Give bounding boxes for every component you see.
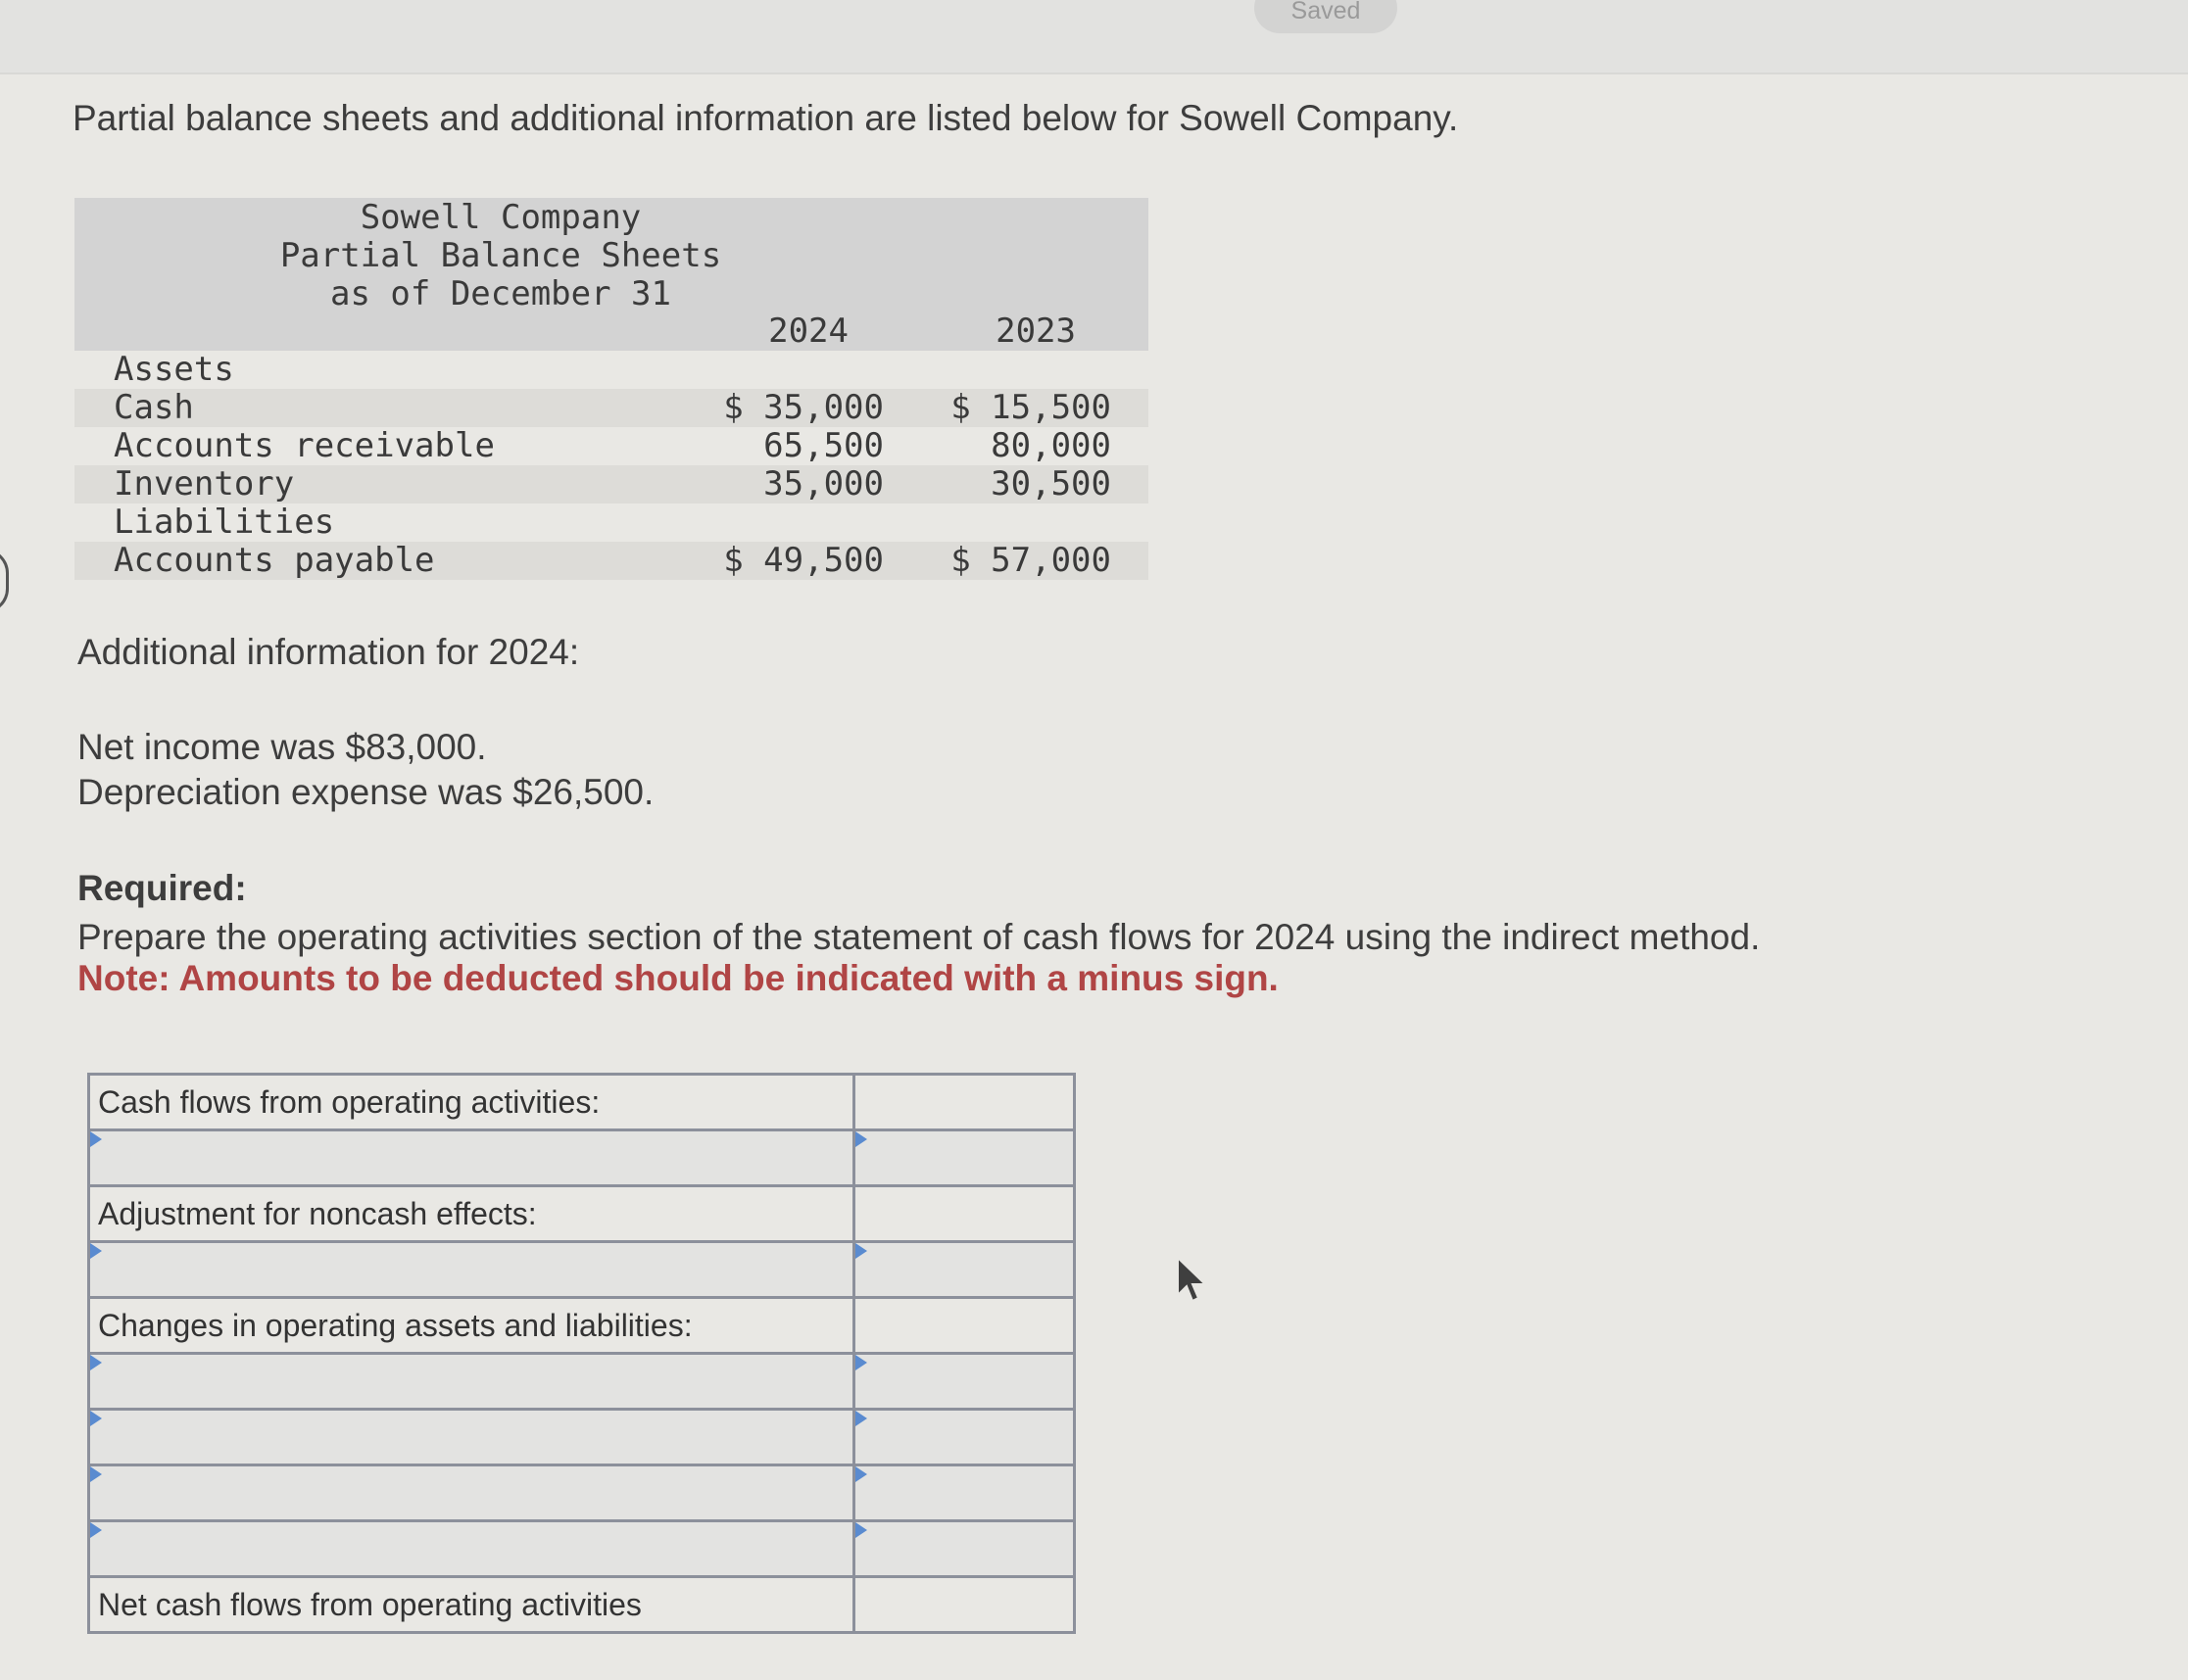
empty-cell [854, 1186, 1075, 1242]
mouse-pointer-icon [1176, 1256, 1209, 1305]
table-row [74, 504, 1148, 542]
table-row [89, 1242, 1075, 1298]
row-label: Inventory [114, 464, 295, 504]
table-row [89, 1465, 1075, 1521]
line-item-input[interactable] [98, 1466, 852, 1519]
table-row [74, 465, 1148, 504]
amount-input[interactable] [855, 1355, 1073, 1408]
top-bar [0, 0, 2188, 74]
amount-cell[interactable] [854, 1242, 1075, 1298]
line-item-input[interactable] [98, 1131, 852, 1184]
balance-sheet-header [74, 198, 1148, 351]
line-item-dropdown[interactable] [89, 1354, 854, 1410]
required-title: Required: [77, 868, 247, 908]
table-row [89, 1577, 1075, 1633]
amount-cell[interactable] [854, 1130, 1075, 1186]
statement-title: Partial Balance Sheets [279, 236, 722, 275]
table-row [74, 542, 1148, 580]
additional-info-heading: Additional information for 2024: [77, 632, 580, 672]
empty-cell [854, 1075, 1075, 1130]
row-label: Accounts payable [114, 541, 435, 580]
value-2024: $ 35,000 [723, 388, 884, 427]
net-cash-total-label: Net cash flows from operating activities [89, 1577, 854, 1633]
line-item-dropdown[interactable] [89, 1242, 854, 1298]
amount-input[interactable] [855, 1243, 1073, 1296]
amount-input[interactable] [855, 1522, 1073, 1575]
operating-section-label: Cash flows from operating activities: [89, 1075, 854, 1130]
cash-flow-form [87, 1073, 1076, 1634]
value-2024: $ 49,500 [723, 541, 884, 580]
table-row [89, 1354, 1075, 1410]
value-2024: 65,500 [763, 426, 884, 465]
table-row [74, 351, 1148, 389]
noncash-section-label: Adjustment for noncash effects: [89, 1186, 854, 1242]
left-edge-handle [0, 549, 9, 613]
amount-input[interactable] [855, 1466, 1073, 1519]
row-label: Accounts receivable [114, 426, 495, 465]
row-label: Liabilities [114, 503, 335, 542]
line-item-input[interactable] [98, 1522, 852, 1575]
net-cash-total-cell[interactable] [854, 1577, 1075, 1633]
changes-section-label: Changes in operating assets and liabilities: [89, 1298, 854, 1354]
table-row [89, 1186, 1075, 1242]
net-income-fact: Net income was $83,000. [77, 727, 487, 767]
value-2023: 80,000 [991, 426, 1111, 465]
line-item-dropdown[interactable] [89, 1410, 854, 1465]
year-2024-header: 2024 [768, 312, 849, 351]
depreciation-fact: Depreciation expense was $26,500. [77, 772, 655, 812]
amount-cell[interactable] [854, 1354, 1075, 1410]
saved-status-badge: Saved [1254, 0, 1397, 33]
amount-cell[interactable] [854, 1465, 1075, 1521]
table-row [74, 389, 1148, 427]
value-2023: $ 57,000 [950, 541, 1111, 580]
table-row [89, 1410, 1075, 1465]
row-label: Cash [114, 388, 194, 427]
table-row [89, 1130, 1075, 1186]
line-item-input[interactable] [98, 1355, 852, 1408]
balance-sheet-table [74, 198, 1148, 580]
intro-text: Partial balance sheets and additional information are listed below for Sowell Company. [73, 98, 1459, 138]
line-item-input[interactable] [98, 1243, 852, 1296]
value-2024: 35,000 [763, 464, 884, 504]
amount-cell[interactable] [854, 1521, 1075, 1577]
line-item-dropdown[interactable] [89, 1521, 854, 1577]
line-item-dropdown[interactable] [89, 1130, 854, 1186]
net-cash-total-input[interactable] [855, 1578, 1073, 1631]
table-row [89, 1521, 1075, 1577]
amount-cell[interactable] [854, 1410, 1075, 1465]
table-row [89, 1075, 1075, 1130]
table-row [74, 427, 1148, 465]
statement-date: as of December 31 [330, 274, 671, 313]
empty-cell [854, 1298, 1075, 1354]
row-label: Assets [114, 350, 234, 389]
year-2023-header: 2023 [996, 312, 1076, 351]
company-name: Sowell Company [360, 198, 642, 237]
amount-input[interactable] [855, 1411, 1073, 1464]
amount-input[interactable] [855, 1131, 1073, 1184]
line-item-input[interactable] [98, 1411, 852, 1464]
additional-facts [77, 725, 654, 815]
line-item-dropdown[interactable] [89, 1465, 854, 1521]
required-text: Prepare the operating activities section of the statement of cash flows for 2024 using the indirect method. [77, 917, 1761, 957]
required-note: Note: Amounts to be deducted should be indicated with a minus sign. [77, 958, 1279, 998]
table-row [89, 1298, 1075, 1354]
value-2023: 30,500 [991, 464, 1111, 504]
value-2023: $ 15,500 [950, 388, 1111, 427]
